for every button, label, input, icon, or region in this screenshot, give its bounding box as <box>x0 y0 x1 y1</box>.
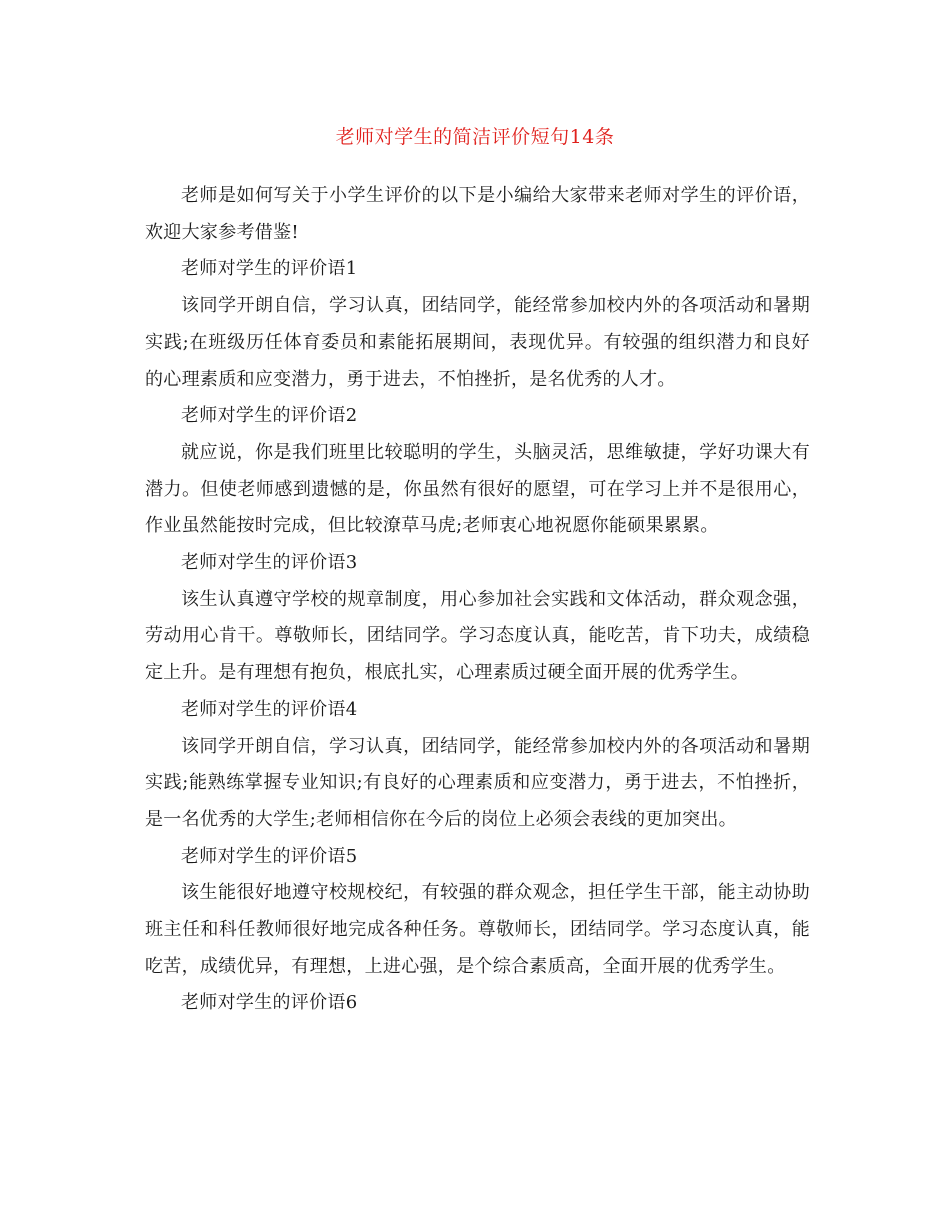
section-body-5: 该生能很好地遵守校规校纪，有较强的群众观念，担任学生干部，能主动协助班主任和科任教师很好地完成各种任务。尊敬师长，团结同学。学习态度认真，能吃苦，成绩优异，有理想，上进心强，是个综合素质高，全面开展的优秀学生。 <box>145 882 810 977</box>
section-body-3: 该生认真遵守学校的规章制度，用心参加社会实践和文体活动，群众观念强，劳动用心肯干。尊敬师长，团结同学。学习态度认真，能吃苦，肯下功夫，成绩稳定上升。是有理想有抱负，根底扎实，心理素质过硬全面开展的优秀学生。 <box>145 588 810 684</box>
section-heading-2: 老师对学生的评价语2 <box>181 405 358 427</box>
section-body-2: 就应说，你是我们班里比较聪明的学生，头脑灵活，思维敏捷，学好功课大有潜力。但使老师感到遗憾的是，你虽然有很好的愿望，可在学习上并不是很用心，作业虽然能按时完成，但比较潦草马虎;老师衷心地祝愿你能硕果累累。 <box>145 441 810 537</box>
document-body <box>145 178 810 1022</box>
intro-paragraph: 老师是如何写关于小学生评价的以下是小编给大家带来老师对学生的评价语，欢迎大家参考借鉴! <box>145 185 810 243</box>
section-body-4: 该同学开朗自信，学习认真，团结同学，能经常参加校内外的各项活动和暑期实践;能熟练掌握专业知识;有良好的心理素质和应变潜力，勇于进去，不怕挫折，是一名优秀的大学生;老师相信你在今后的岗位上必须会表线的更加突出。 <box>145 735 810 830</box>
document-title: 老师对学生的简洁评价短句14条 <box>335 126 615 148</box>
section-heading-1: 老师对学生的评价语1 <box>181 258 358 280</box>
section-heading-5: 老师对学生的评价语5 <box>181 845 358 867</box>
section-heading-6: 老师对学生的评价语6 <box>181 992 358 1014</box>
section-heading-4: 老师对学生的评价语4 <box>181 698 358 720</box>
section-heading-3: 老师对学生的评价语3 <box>181 552 358 574</box>
section-body-1: 该同学开朗自信，学习认真，团结同学，能经常参加校内外的各项活动和暑期实践;在班级历任体育委员和素能拓展期间，表现优异。有较强的组织潜力和良好的心理素质和应变潜力，勇于进去，不怕挫折，是名优秀的人才。 <box>145 295 810 390</box>
